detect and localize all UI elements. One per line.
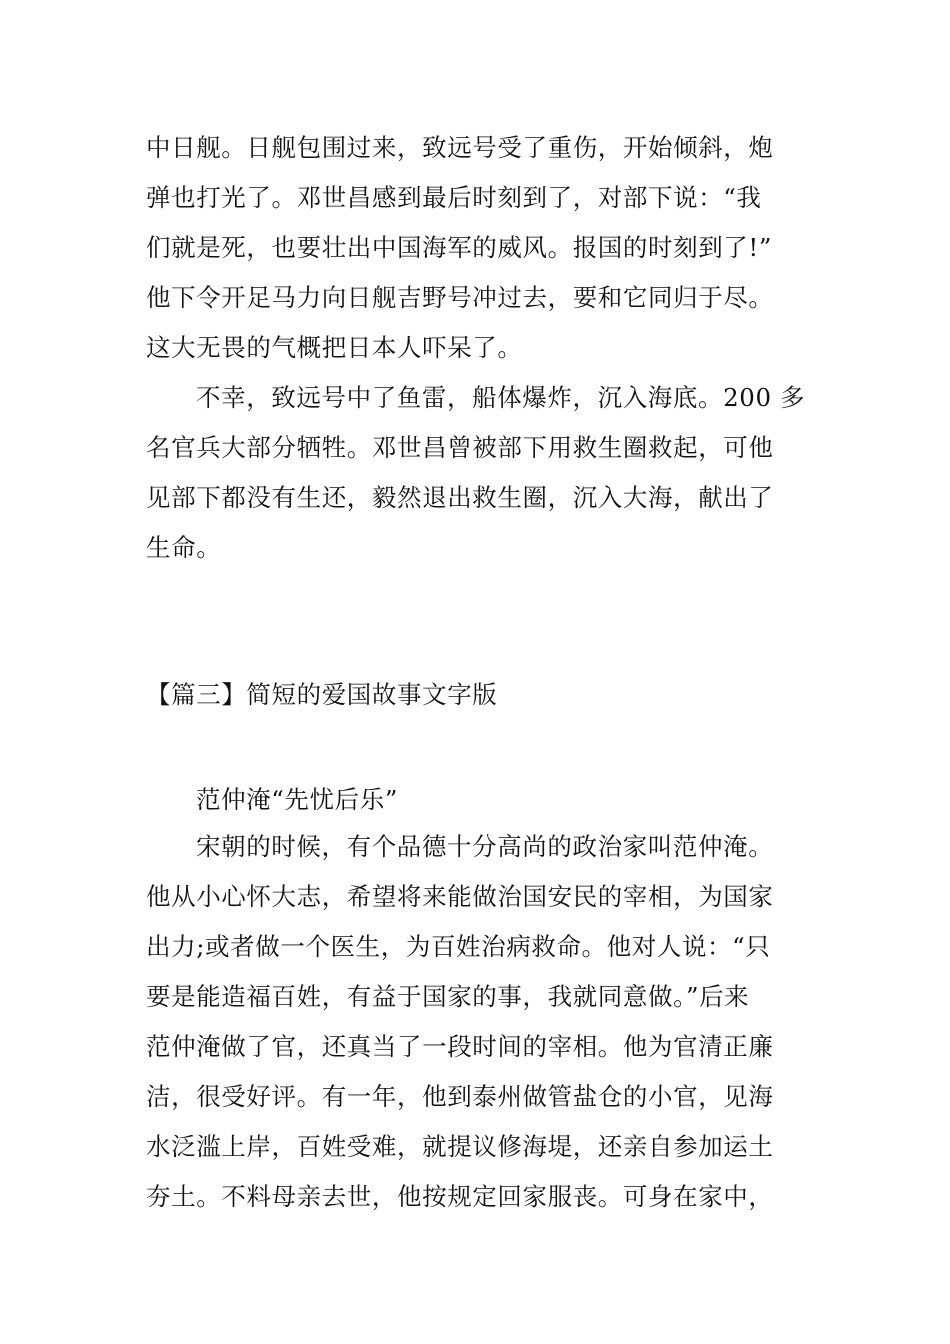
paragraph-line: 不幸，致远号中了鱼雷，船体爆炸，沉入海底。200 多	[196, 383, 806, 412]
paragraph-line: 范仲淹做了官，还真当了一段时间的宰相。他为官清正廉	[146, 1032, 774, 1061]
paragraph-line: 他从小心怀大志，希望将来能做治国安民的宰相，为国家	[146, 882, 774, 911]
paragraph-line: 生命。	[146, 533, 222, 562]
paragraph-line: 夯土。不料母亲去世，他按规定回家服丧。可身在家中，	[146, 1182, 774, 1211]
paragraph-line: 宋朝的时候，有个品德十分高尚的政治家叫范仲淹。	[196, 832, 774, 861]
paragraph-line: 出力;或者做一个医生，为百姓治病救命。他对人说：“只	[146, 932, 771, 961]
paragraph-line: 见部下都没有生还，毅然退出救生圈，沉入大海，献出了	[146, 483, 774, 512]
section-heading: 【篇三】简短的爱国故事文字版	[146, 680, 498, 709]
paragraph-line: 洁，很受好评。有一年，他到泰州做管盐仓的小官，见海	[146, 1082, 774, 1111]
paragraph-line: 水泛滥上岸，百姓受难，就提议修海堤，还亲自参加运土	[146, 1132, 774, 1161]
paragraph-line: 中日舰。日舰包围过来，致远号受了重伤，开始倾斜，炮	[146, 133, 774, 162]
paragraph-line: 这大无畏的气概把日本人吓呆了。	[146, 333, 523, 362]
paragraph-line: 弹也打光了。邓世昌感到最后时刻到了，对部下说：“我	[146, 183, 762, 212]
story-title: 范仲淹“先忧后乐”	[196, 785, 398, 814]
paragraph-line: 要是能造福百姓，有益于国家的事，我就同意做。”后来	[146, 982, 750, 1011]
paragraph-line: 名官兵大部分牺牲。邓世昌曾被部下用救生圈救起，可他	[146, 433, 774, 462]
paragraph-line: 他下令开足马力向日舰吉野号冲过去，要和它同归于尽。	[146, 283, 774, 312]
paragraph-line: 们就是死，也要壮出中国海军的威风。报国的时刻到了!”	[146, 233, 772, 262]
